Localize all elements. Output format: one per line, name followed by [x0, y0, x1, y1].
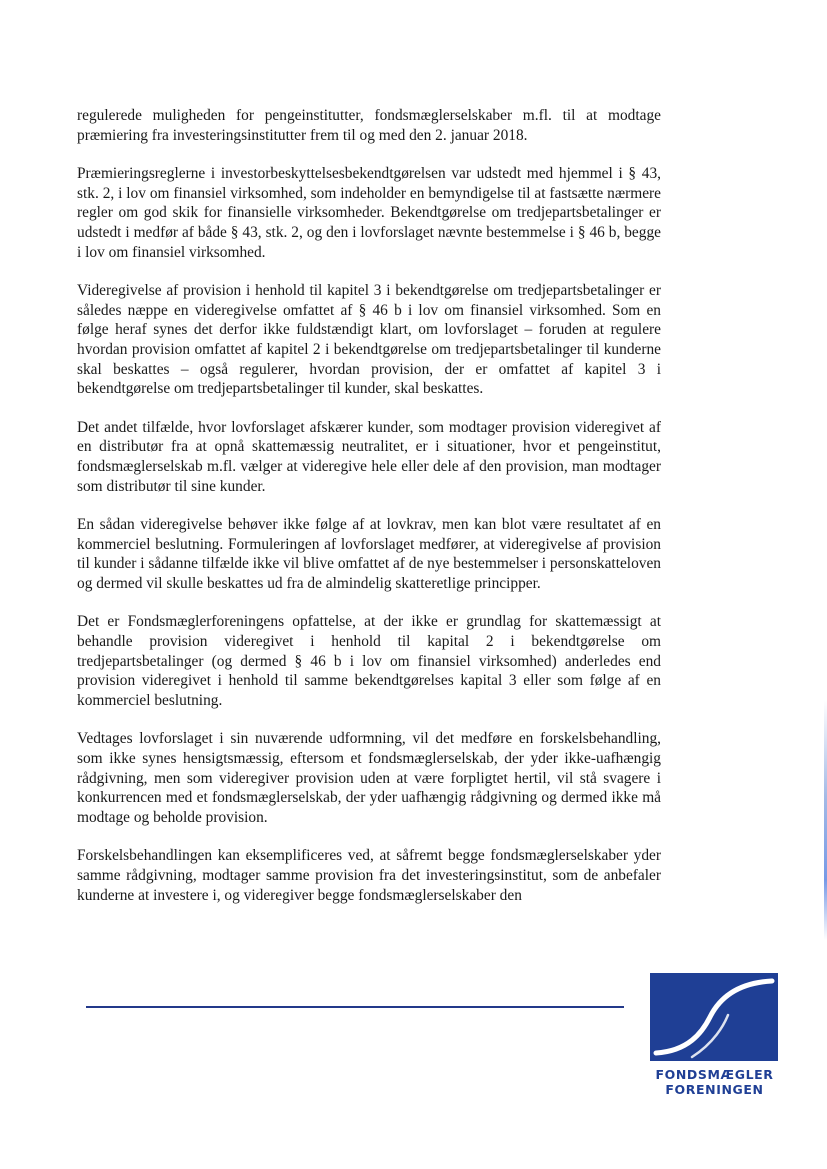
fondsmaeglerforeningen-logo: [646, 973, 783, 1097]
logo-line-1: FONDSMÆGLER: [655, 1067, 774, 1082]
paragraph-4: Det andet tilfælde, hvor lovforslaget afskærer kunder, som modtager provision videregivet af en distributør fra at opnå skattemæssig neutralitet, er i situationer, hvor et pengeinstitut, fondsmæglerselskab m.fl. vælger at videregive hele eller dele af den provision, man modtager som distributør til sine kunder.: [77, 418, 661, 495]
paragraph-6: Det er Fondsmæglerforeningens opfattelse, at der ikke er grundlag for skattemæssigt at behandle provision videregivet i henhold til kapital 2 i bekendtgørelse om tredjepartsbetalinger (og dermed § 46 b i lov om finansiel virksomhed) anderledes end provision videregivet i henhold til samme bekendtgørelses kapital 3 eller som følge af en kommerciel beslutning.: [77, 613, 661, 709]
document-body: [77, 106, 661, 905]
footer-divider: [86, 1006, 624, 1008]
logo-wordmark: [646, 1067, 783, 1097]
paragraph-3: Videregivelse af provision i henhold til kapitel 3 i bekendtgørelse om tredjepartsbetalinger er således næppe en videregivelse omfattet af § 46 b i lov om finansiel virksomhed. Som en følge heraf synes det derfor ikke fuldstændigt klart, om lovforslaget – foruden at regulere hvordan provision omfattet af kapitel 2 i bekendtgørelse om tredjepartsbetalinger til kunderne skal beskattes – også regulerer, hvordan provision, der er omfattet af kapitel 3 i bekendtgørelse om tredjepartsbetalinger til kunder, skal beskattes.: [77, 282, 661, 398]
logo-line-2: FORENINGEN: [665, 1082, 764, 1097]
paragraph-5: En sådan videregivelse behøver ikke følge af at lovkrav, men kan blot være resultatet af en kommerciel beslutning. Formuleringen af lovforslaget medfører, at videregivelse af provision til kunder i sådanne tilfælde ikke vil blive omfattet af de nye bestemmelser i personskatteloven og dermed vil skulle beskattes ud fra de almindelig skatteretlige principper.: [77, 516, 661, 592]
paragraph-8: Forskelsbehandlingen kan eksemplificeres ved, at såfremt begge fondsmæglerselskaber yder samme rådgivning, modtager samme provision fra det investeringsinstitut, som de anbefaler kunderne at investere i, og videregiver begge fondsmæglerselskaber den: [77, 847, 661, 904]
paragraph-1: regulerede muligheden for pengeinstitutter, fondsmæglerselskaber m.fl. til at modtage præmiering fra investeringsinstitutter frem til og med den 2. januar 2018.: [77, 107, 661, 144]
paragraph-7: Vedtages lovforslaget i sin nuværende udformning, vil det medføre en forskelsbehandling, som ikke synes hensigtsmæssig, eftersom et fondsmæglerselskab, der yder ikke-uafhængig rådgivning, men som videregiver provision uden at være forpligtet hertil, vil stå svagere i konkurrencen med et fondsmæglerselskab, der yder uafhængig rådgivning og dermed ikke må modtage og beholde provision.: [77, 730, 661, 826]
paragraph-2: Præmieringsreglerne i investorbeskyttelsesbekendtgørelsen var udstedt med hjemmel i § 43, stk. 2, i lov om finansiel virksomhed, som indeholder en bemyndigelse til at fastsætte nærmere regler om god skik for finansielle virksomheder. Bekendtgørelse om tredjepartsbetalinger er udstedt i medfør af både § 43, stk. 2, og den i lovforslaget nævnte bestemmelse i § 46 b, begge i lov om finansiel virksomhed.: [77, 165, 661, 261]
integral-wave-logo-icon: [650, 973, 778, 1061]
